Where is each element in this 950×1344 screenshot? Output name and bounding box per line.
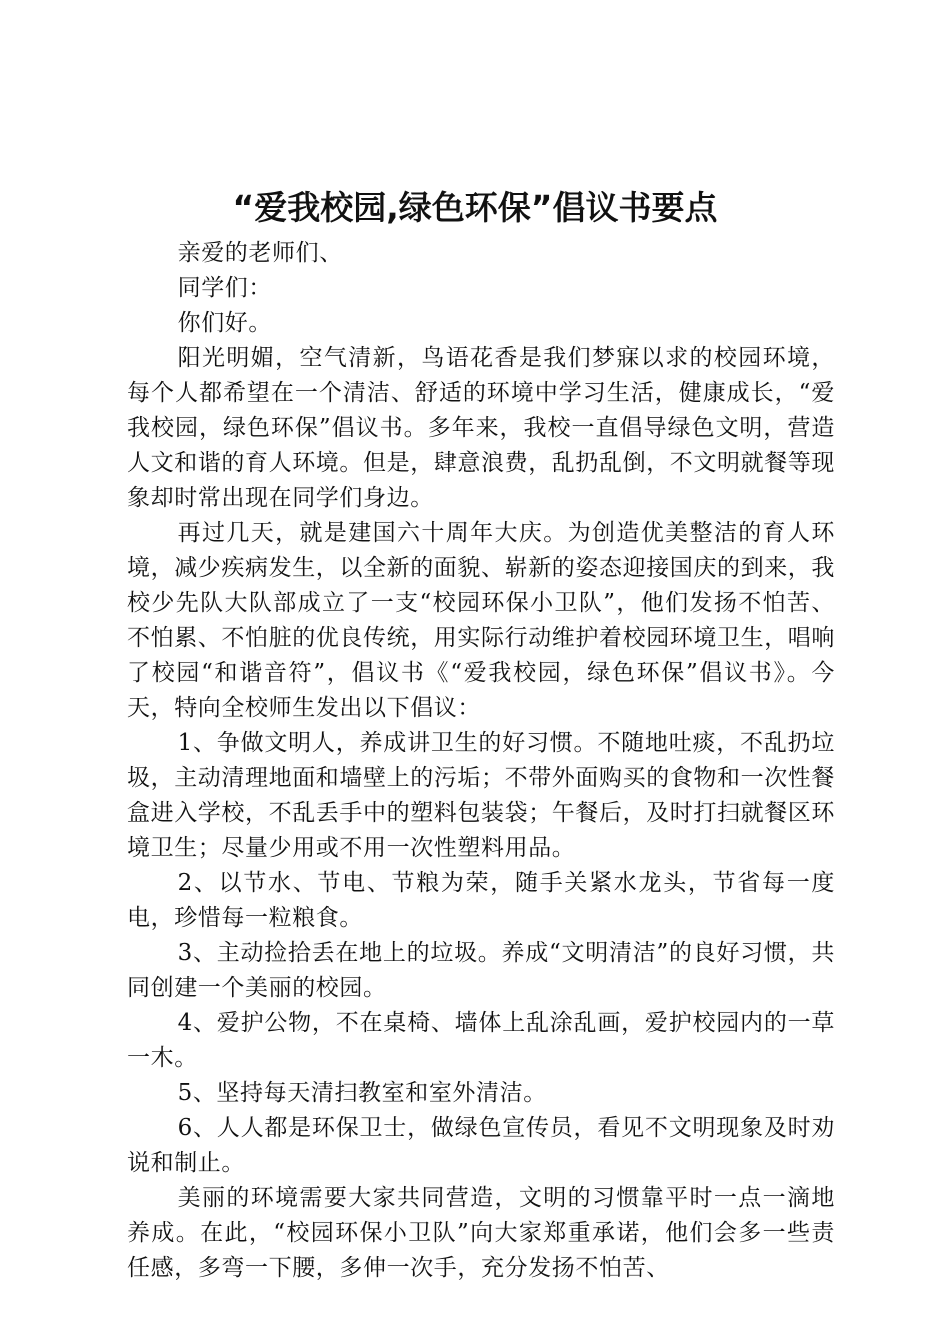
proposal-item-2: 2、以节水、节电、节粮为荣，随手关紧水龙头，节省每一度电，珍惜每一粒粮食。 [127, 870, 835, 931]
paragraph-intro: 阳光明媚，空气清新，鸟语花香是我们梦寐以求的校园环境，每个人都希望在一个清洁、舒适的环境中学习生活，健康成长，“爱我校园，绿色环保”倡议书。多年来，我校一直倡导绿色文明，营造人文和谐的育人环境。但是，肆意浪费，乱扔乱倒，不文明就餐等现象却时常出现在同学们身边。 [127, 345, 835, 511]
proposal-item-1: 1、争做文明人，养成讲卫生的好习惯。不随地吐痰，不乱扔垃圾，主动清理地面和墙壁上的污垢；不带外面购买的食物和一次性餐盒进入学校，不乱丢手中的塑料包装袋；午餐后，及时打扫就餐区环境卫生；尽量少用或不用一次性塑料用品。 [127, 730, 835, 861]
document-body [127, 236, 835, 1286]
greeting-line: 亲爱的老师们、 [177, 240, 343, 266]
proposal-item-6: 6、人人都是环保卫士，做绿色宣传员，看见不文明现象及时劝说和制止。 [127, 1115, 835, 1176]
proposal-item-5: 5、坚持每天清扫教室和室外清洁。 [177, 1080, 547, 1106]
paragraph-closing: 美丽的环境需要大家共同营造，文明的习惯靠平时一点一滴地养成。在此，“校园环保小卫队”向大家郑重承诺，他们会多一些责任感，多弯一下腰，多伸一次手，充分发扬不怕苦、 [127, 1185, 835, 1281]
proposal-item-3: 3、主动捡拾丢在地上的垃圾。养成“文明清洁”的良好习惯，共同创建一个美丽的校园。 [127, 940, 835, 1001]
greeting-line: 同学们： [177, 275, 272, 301]
document-title: “爱我校园,绿色环保”倡议书要点 [232, 188, 718, 227]
proposal-item-4: 4、爱护公物，不在桌椅、墙体上乱涂乱画，爱护校园内的一草一木。 [127, 1010, 835, 1071]
greeting-line: 你们好。 [177, 310, 272, 336]
paragraph-background: 再过几天，就是建国六十周年大庆。为创造优美整洁的育人环境，减少疾病发生，以全新的面貌、崭新的姿态迎接国庆的到来，我校少先队大队部成立了一支“校园环保小卫队”，他们发扬不怕苦、不怕累、不怕脏的优良传统，用实际行动维护着校园环境卫生，唱响了校园“和谐音符”，倡议书《“爱我校园，绿色环保”倡议书》。今天，特向全校师生发出以下倡议： [127, 520, 835, 721]
